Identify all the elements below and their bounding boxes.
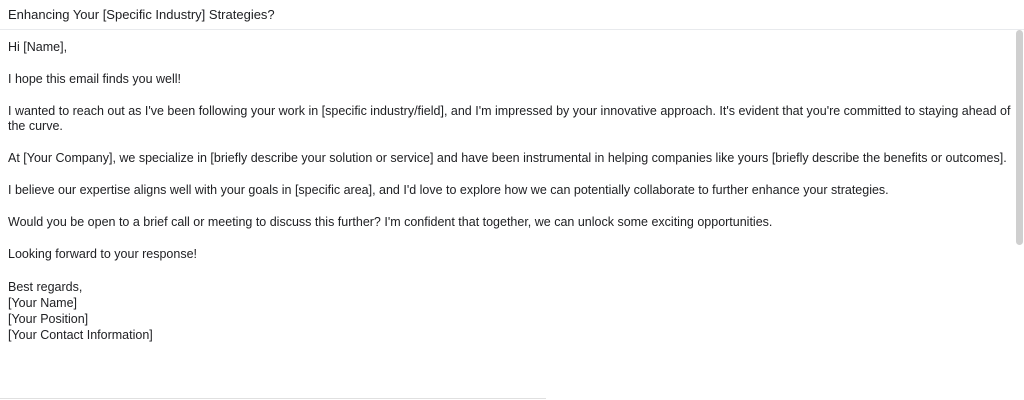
body-paragraph-5: Would you be open to a brief call or meeting to discuss this further? I'm confident that together, we can unlock some exciting opportunities.	[8, 215, 773, 229]
scrollbar-thumb[interactable]	[1016, 30, 1023, 245]
signature-contact: [Your Contact Information]	[8, 328, 153, 342]
body-paragraph-4: I believe our expertise aligns well with your goals in [specific area], and I'd love to explore how we can potentially collaborate to further enhance your strategies.	[8, 183, 889, 197]
signature-block	[8, 279, 1016, 343]
signature-position: [Your Position]	[8, 312, 89, 326]
bottom-divider	[0, 398, 546, 399]
vertical-scrollbar[interactable]	[1015, 30, 1024, 400]
signature-name: [Your Name]	[8, 296, 78, 310]
body-paragraph-2: I wanted to reach out as I've been following your work in [specific industry/field], and I'm impressed by your innovative approach. It's evident that you're committed to staying ahead of the curve.	[8, 104, 1014, 133]
message-body-area[interactable]	[0, 30, 1024, 400]
body-paragraph-6: Looking forward to your response!	[8, 247, 197, 261]
body-paragraph-3: At [Your Company], we specialize in [briefly describe your solution or service] and have been instrumental in helping companies like yours [briefly describe the benefits or outcomes].	[8, 151, 1007, 165]
subject-field[interactable]: Enhancing Your [Specific Industry] Strategies?	[0, 0, 1024, 30]
signature-closing: Best regards,	[8, 280, 83, 294]
body-greeting: Hi [Name],	[8, 40, 68, 54]
message-body-text[interactable]	[0, 30, 1024, 343]
body-paragraph-1: I hope this email finds you well!	[8, 72, 182, 86]
